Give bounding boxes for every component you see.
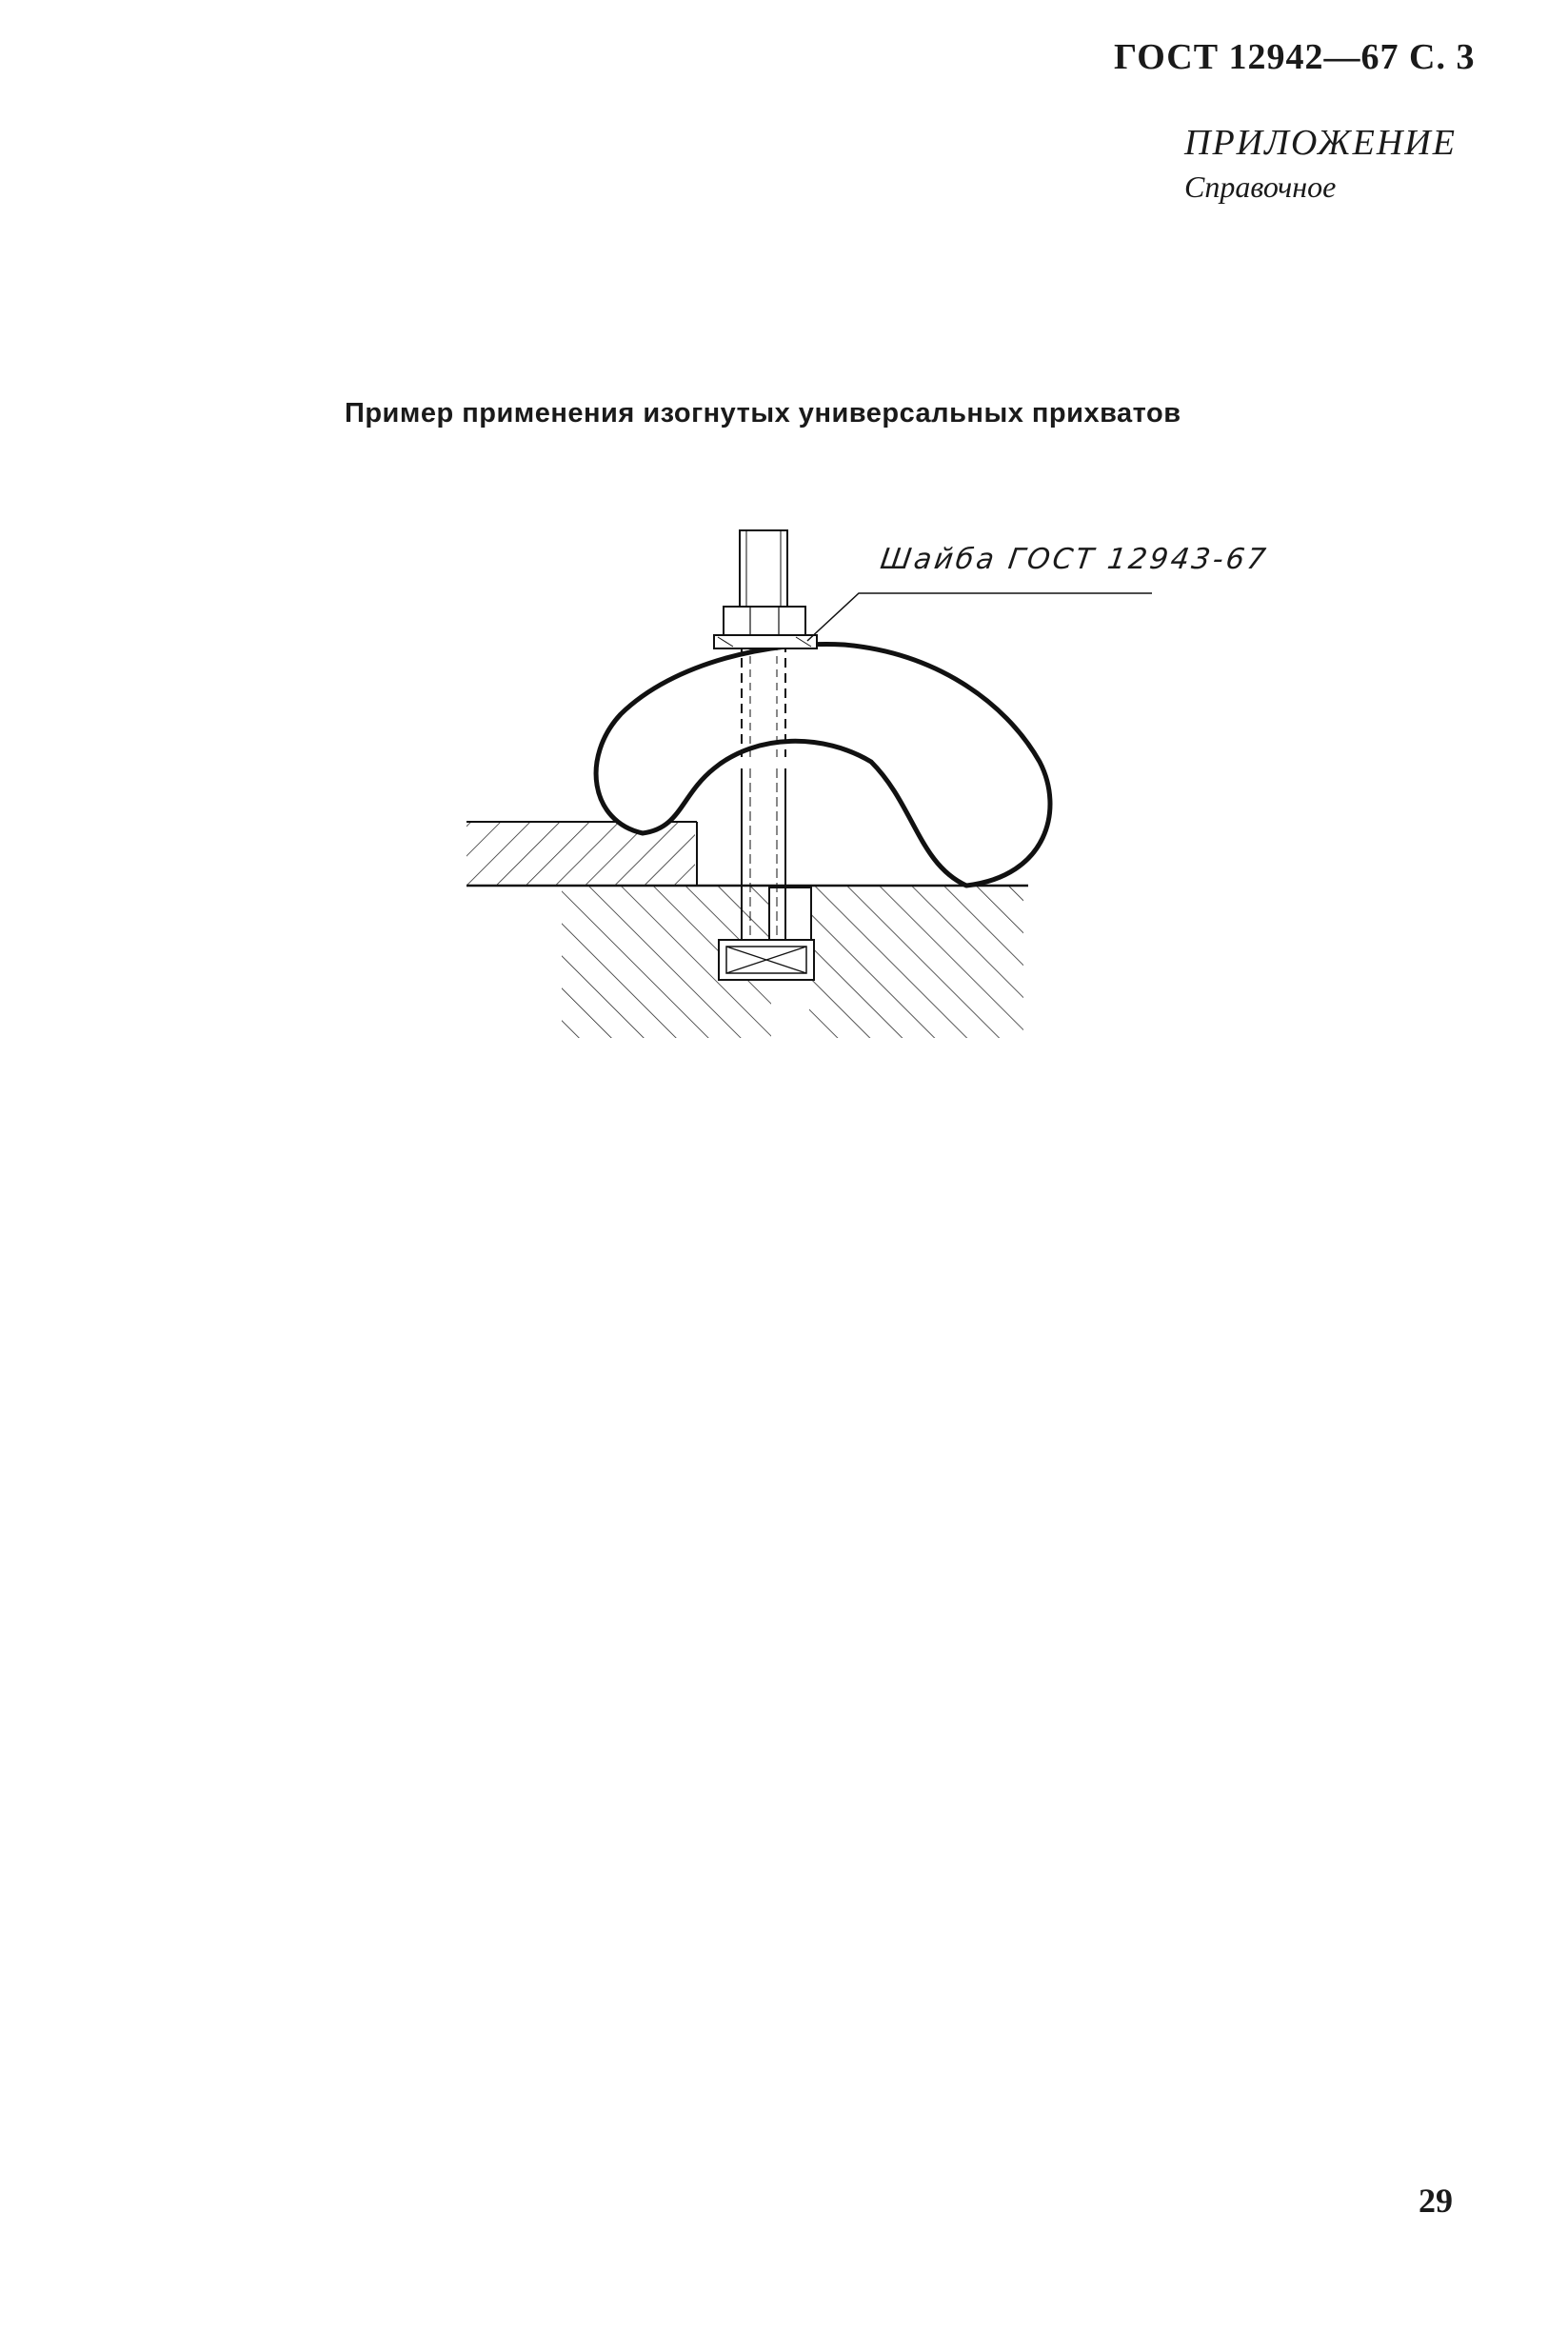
washer	[714, 635, 817, 648]
appendix-title: ПРИЛОЖЕНИЕ	[1184, 123, 1457, 163]
nut	[724, 607, 805, 635]
figure-caption: Пример применения изогнутых универсальных прихватов	[345, 398, 1181, 429]
clamp-drawing	[447, 519, 1171, 1043]
standard-code: ГОСТ 12942—67 С. 3	[1114, 37, 1476, 77]
appendix-subtitle: Справочное	[1184, 169, 1337, 204]
washer-label: Шайба ГОСТ 12943-67	[878, 543, 1271, 576]
support-block	[466, 822, 697, 886]
washer-leader	[807, 593, 1152, 641]
page-number: 29	[1419, 2182, 1453, 2220]
